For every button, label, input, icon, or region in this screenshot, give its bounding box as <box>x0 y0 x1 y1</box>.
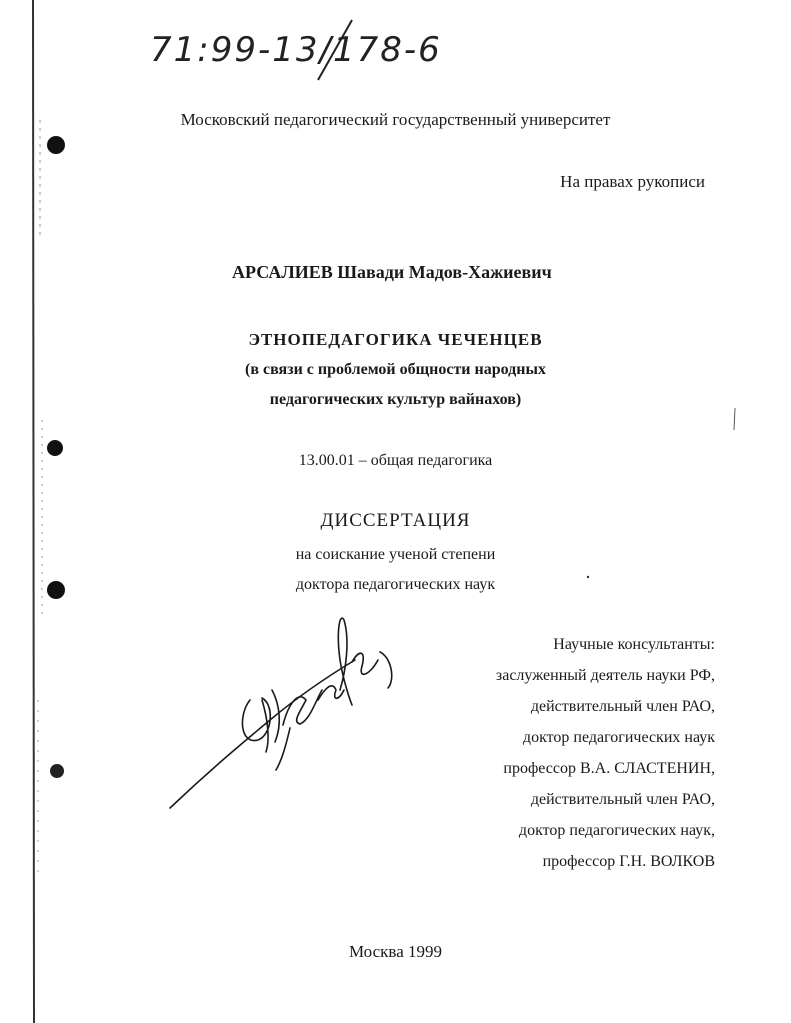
punch-hole-mark <box>47 136 65 154</box>
consultant-line: доктор педагогических наук <box>522 729 715 746</box>
consultants-heading: Научные консультанты: <box>553 636 715 653</box>
degree-line-2: доктора педагогических наук <box>295 576 496 593</box>
consultant-line: профессор Г.Н. ВОЛКОВ <box>542 853 715 870</box>
consultant-line: заслуженный деятель науки РФ, <box>495 667 715 684</box>
university-name: Московский педагогический государственный университет <box>180 110 611 129</box>
consultant-line: доктор педагогических наук, <box>518 822 715 839</box>
city-year: Москва 1999 <box>348 942 443 961</box>
degree-line-1: на соискание ученой степени <box>295 546 496 563</box>
archive-number: 71:99-13/178-6 <box>150 30 442 70</box>
subtitle-line-2: педагогических культур вайнахов) <box>269 391 522 408</box>
signature-image <box>170 618 392 808</box>
consultant-line: действительный член РАО, <box>530 698 715 715</box>
consultant-line: действительный член РАО, <box>530 791 715 808</box>
manuscript-rights-note: На правах рукописи <box>560 172 705 191</box>
specialty-code: 13.00.01 – общая педагогика <box>298 452 493 469</box>
consultant-line: профессор В.А. СЛАСТЕНИН, <box>503 760 715 777</box>
author-name: АРСАЛИЕВ Шавади Мадов-Хажиевич <box>232 262 552 282</box>
dissertation-title: ЭТНОПЕДАГОГИКА ЧЕЧЕНЦЕВ <box>248 330 543 349</box>
punch-hole-mark <box>50 764 64 778</box>
document-type: ДИССЕРТАЦИЯ <box>320 510 471 531</box>
subtitle-line-1: (в связи с проблемой общности народных <box>245 361 546 378</box>
